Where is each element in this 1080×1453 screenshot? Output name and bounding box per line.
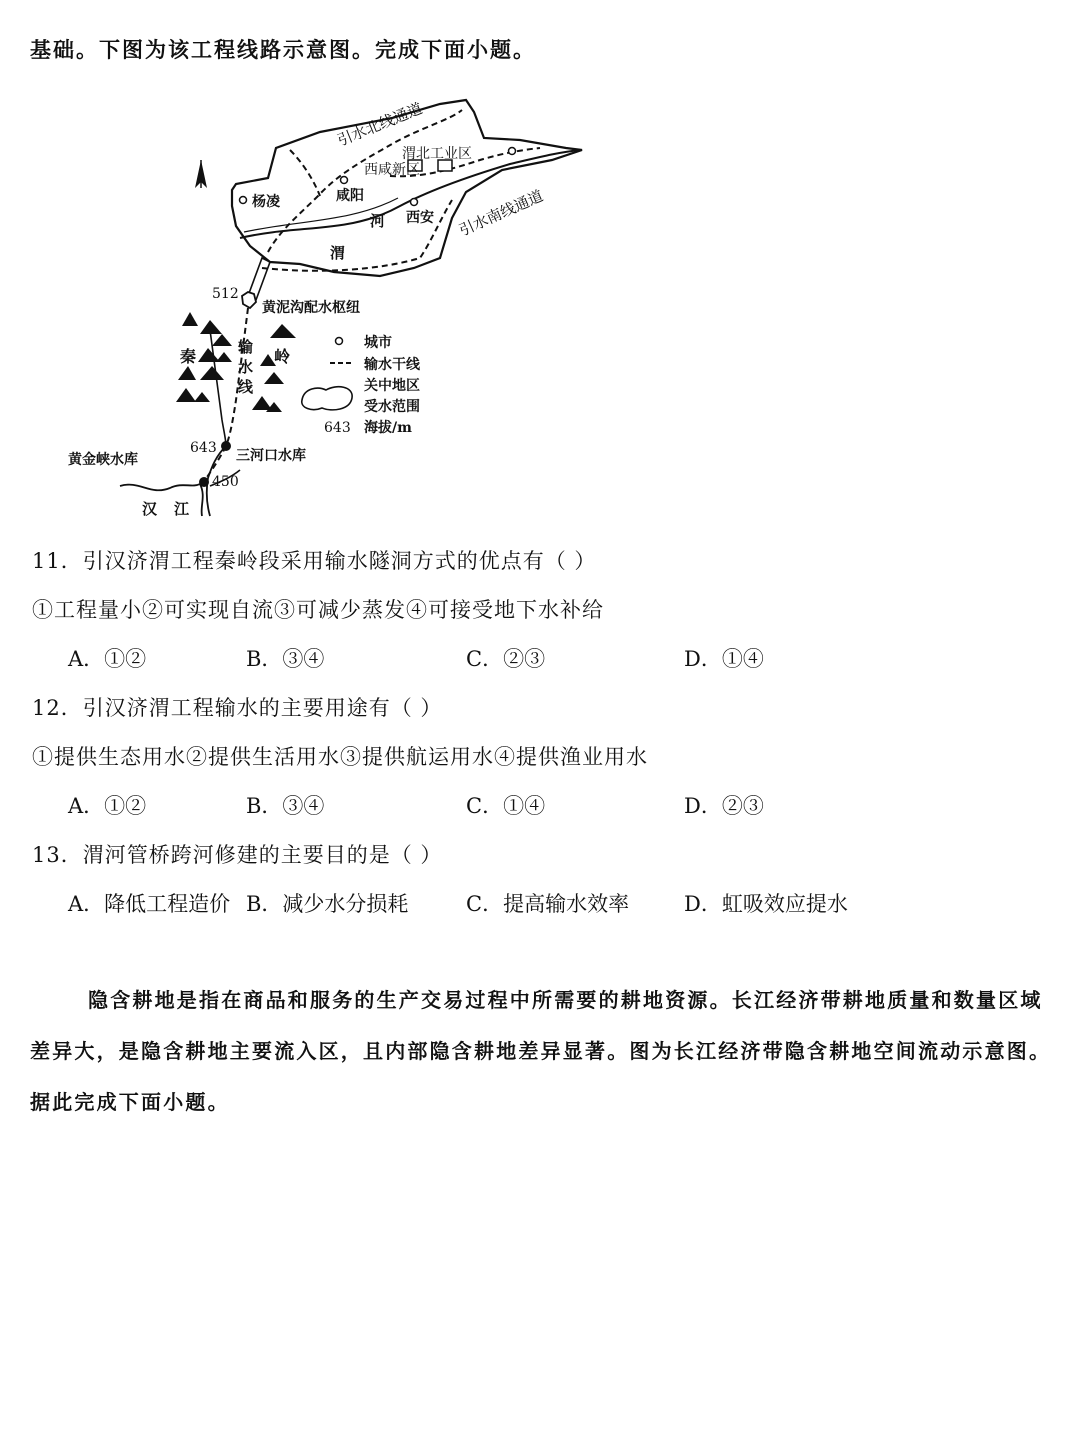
north-arrow-icon (195, 160, 207, 188)
huangjinxia-elevation: 450 (212, 474, 239, 490)
wei-label: 渭 (330, 244, 346, 262)
guanzhong-region-outline (232, 100, 582, 276)
legend-city-label: 城市 (364, 335, 392, 351)
north-channel-label: 引水北线通道 (334, 99, 425, 150)
hub-elevation: 512 (212, 286, 239, 302)
question-12-stem: 12．引汉济渭工程输水的主要用途有（ ） (32, 696, 443, 720)
q11-option-b[interactable]: B．③④ (246, 647, 325, 671)
huangjinxia-label: 黄金峡水库 (68, 452, 138, 468)
sanhekou-elevation: 643 (190, 440, 217, 456)
q13-option-d[interactable]: D．虹吸效应提水 (684, 892, 848, 916)
legend-area-icon (302, 387, 352, 410)
q11-option-a[interactable]: A．①② (68, 647, 147, 671)
xian-label: 西安 (406, 210, 434, 226)
question-11-statements: ①工程量小②可实现自流③可减少蒸发④可接受地下水补给 (32, 598, 604, 622)
xian-line-label: 线 (238, 378, 254, 396)
han-river (120, 484, 203, 516)
question-11-options (0, 643, 1080, 673)
q12-option-a[interactable]: A．①② (68, 794, 147, 818)
q12-option-c[interactable]: C．①④ (466, 794, 546, 818)
xixian-label: 西咸新区 (364, 162, 420, 178)
intro-text: 基础。下图为该工程线路示意图。完成下面小题。 (30, 37, 536, 62)
xian-marker (411, 199, 418, 206)
question-11-stem: 11．引汉济渭工程秦岭段采用输水隧洞方式的优点有（ ） (32, 549, 597, 573)
jiang-label: 江 (174, 500, 190, 518)
intro-paragraph: 隐含耕地是指在商品和服务的生产交易过程中所需要的耕地资源。长江经济带耕地质量和数量区域差异大，是隐含耕地主要流入区，且内部隐含耕地差异显著。图为长江经济带隐含耕地空间流动示意图。据此完成下面小题。 (30, 988, 1052, 1114)
question-13-stem: 13．渭河管桥跨河修建的主要目的是（ ） (32, 843, 443, 867)
legend-trunk-label: 输水干线 (364, 357, 420, 373)
map-legend (302, 334, 421, 436)
q11-option-d[interactable]: D．①④ (684, 647, 764, 671)
shu-label: 输 (238, 338, 254, 356)
south-channel-label: 引水南线通道 (456, 186, 546, 240)
he-label: 河 (370, 212, 386, 230)
q13-option-b[interactable]: B．减少水分损耗 (246, 892, 409, 916)
yangling-marker (240, 197, 247, 204)
legend-area-label-1: 关中地区 (364, 378, 420, 394)
project-route-map (60, 80, 600, 525)
legend-city-icon (336, 338, 343, 345)
hub-label: 黄泥沟配水枢纽 (262, 300, 360, 316)
q12-option-d[interactable]: D．②③ (684, 794, 764, 818)
han-label: 汉 (142, 500, 158, 518)
xianyang-label: 咸阳 (336, 188, 364, 204)
q13-option-c[interactable]: C．提高输水效率 (466, 892, 630, 916)
question-12-options (0, 790, 1080, 820)
yangling-label: 杨凌 (252, 194, 280, 210)
huangjinxia-marker (199, 477, 209, 487)
weibei-marker (509, 148, 516, 155)
q13-option-a[interactable]: A．降低工程造价 (68, 892, 231, 916)
legend-area-label-2: 受水范围 (364, 399, 420, 415)
shui-label: 水 (238, 358, 254, 376)
q11-option-c[interactable]: C．②③ (466, 647, 546, 671)
xianyang-marker (341, 177, 348, 184)
hub-marker (242, 292, 256, 308)
sanhekou-marker (221, 441, 231, 451)
legend-elevation-sample: 643 (324, 420, 351, 436)
question-13-options (0, 888, 1080, 918)
sanhekou-label: 三河口水库 (236, 448, 306, 464)
ling-label: 岭 (274, 347, 291, 366)
qin-label: 秦 (180, 347, 197, 366)
weibei-label: 渭北工业区 (402, 146, 472, 162)
question-12-statements: ①提供生态用水②提供生活用水③提供航运用水④提供渔业用水 (32, 745, 648, 769)
q12-option-b[interactable]: B．③④ (246, 794, 325, 818)
legend-elevation-label: 海拔/m (364, 420, 412, 436)
